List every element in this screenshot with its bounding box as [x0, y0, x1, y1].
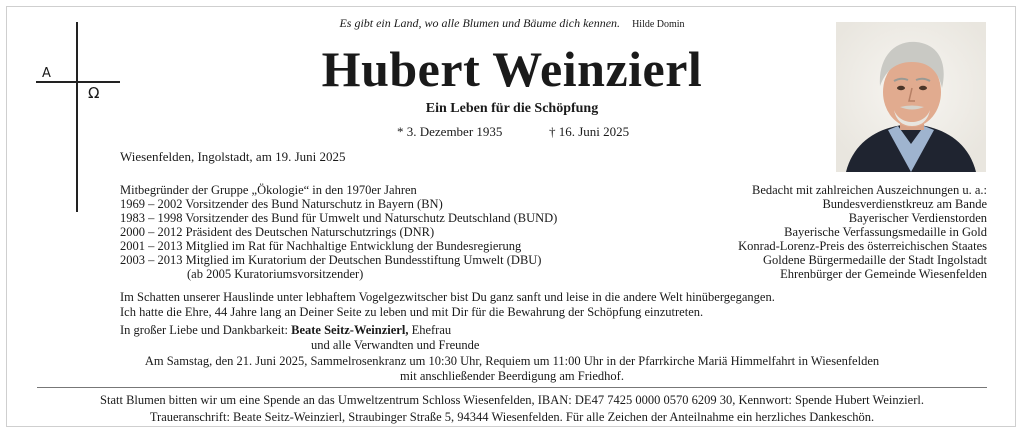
spouse-role: Ehefrau — [411, 323, 452, 337]
mourning-address: Traueranschrift: Beate Seitz-Weinzierl, Straubinger Straße 5, 94344 Wiesenfelden. Für alle Zeichen der Anteilnahme ein herzliches Dankeschön. — [149, 410, 875, 424]
place-and-date: Wiesenfelden, Ingolstadt, am 19. Juni 2025 — [120, 149, 346, 164]
award-item: Konrad-Lorenz-Preis des österreichischen Staates — [738, 239, 987, 253]
farewell-line: Ich hatte die Ehre, 44 Jahre lang an Deiner Seite zu leben und mit Dir für die Bewahrung der Schöpfung einzutreten. — [120, 304, 704, 319]
spouse-name: Beate Seitz-Weinzierl, — [291, 323, 409, 337]
career-item: Mitbegründer der Gruppe „Ökologie“ in den 1970er Jahren — [120, 183, 417, 197]
mourners-block — [120, 323, 479, 352]
award-item: Bayerische Verfassungsmedaille in Gold — [784, 225, 987, 239]
funeral-line: mit anschließender Beerdigung am Friedhof. — [400, 369, 624, 383]
birth-date: * 3. Dezember 1935 — [397, 124, 503, 139]
portrait-photo — [836, 22, 986, 172]
portrait-illustration — [836, 22, 986, 172]
subtitle: Ein Leben für die Schöpfung — [425, 101, 599, 116]
mourners-intro: In großer Liebe und Dankbarkeit: — [120, 323, 288, 337]
career-item: 2000 – 2012 Präsident des Deutschen Naturschutzrings (DNR) — [120, 225, 435, 239]
mourners-line — [120, 323, 479, 338]
epigraph-quote: Es gibt ein Land, wo alle Blumen und Bäume dich kennen. — [339, 16, 621, 30]
farewell-paragraph — [120, 290, 775, 319]
omega-symbol: Ω — [88, 84, 100, 102]
award-item: Ehrenbürger der Gemeinde Wiesenfelden — [780, 267, 987, 281]
alpha-symbol: A — [42, 66, 51, 81]
funeral-details — [0, 354, 1024, 384]
deceased-name: Hubert Weinzierl — [321, 41, 703, 97]
donation-note: Statt Blumen bitten wir um eine Spende an das Umweltzentrum Schloss Wiesenfelden, IBAN: DE47 7425 0000 0570 6209 30, Kennwort: Spende Hubert Weinzierl. — [100, 393, 924, 407]
award-item: Bundesverdienstkreuz am Bande — [822, 197, 987, 211]
career-item: 1969 – 2002 Vorsitzender des Bund Naturschutz in Bayern (BN) — [120, 197, 443, 211]
award-item: Bayerischer Verdienstorden — [848, 211, 987, 225]
farewell-line: Im Schatten unserer Hauslinde unter lebhaftem Vogelgezwitscher bist Du ganz sanft und leise in die andere Welt hinübergegangen. — [120, 290, 775, 304]
awards-list — [738, 183, 987, 281]
other-mourners: und alle Verwandten und Freunde — [311, 337, 480, 352]
career-item-note: (ab 2005 Kuratoriumsvorsitzender) — [187, 267, 364, 281]
death-date: † 16. Juni 2025 — [549, 124, 630, 139]
career-item: 2001 – 2013 Mitglied im Rat für Nachhaltige Entwicklung der Bundesregierung — [120, 239, 522, 253]
epigraph-author: Hilde Domin — [632, 19, 685, 30]
awards-heading: Bedacht mit zahlreichen Auszeichnungen u. a.: — [752, 183, 987, 197]
funeral-line: Am Samstag, den 21. Juni 2025, Sammelrosenkranz um 10:30 Uhr, Requiem um 11:00 Uhr in der Pfarrkirche Mariä Himmelfahrt in Wiesenfelden — [144, 354, 880, 368]
career-item: 2003 – 2013 Mitglied im Kuratorium der Deutschen Bundesstiftung Umwelt (DBU) — [120, 253, 542, 267]
award-item: Goldene Bürgermedaille der Stadt Ingolstadt — [762, 253, 987, 267]
career-item: 1983 – 1998 Vorsitzender des Bund für Umwelt und Naturschutz Deutschland (BUND) — [120, 211, 558, 225]
career-list — [120, 183, 557, 281]
divider — [37, 387, 987, 388]
footer — [0, 392, 1024, 426]
